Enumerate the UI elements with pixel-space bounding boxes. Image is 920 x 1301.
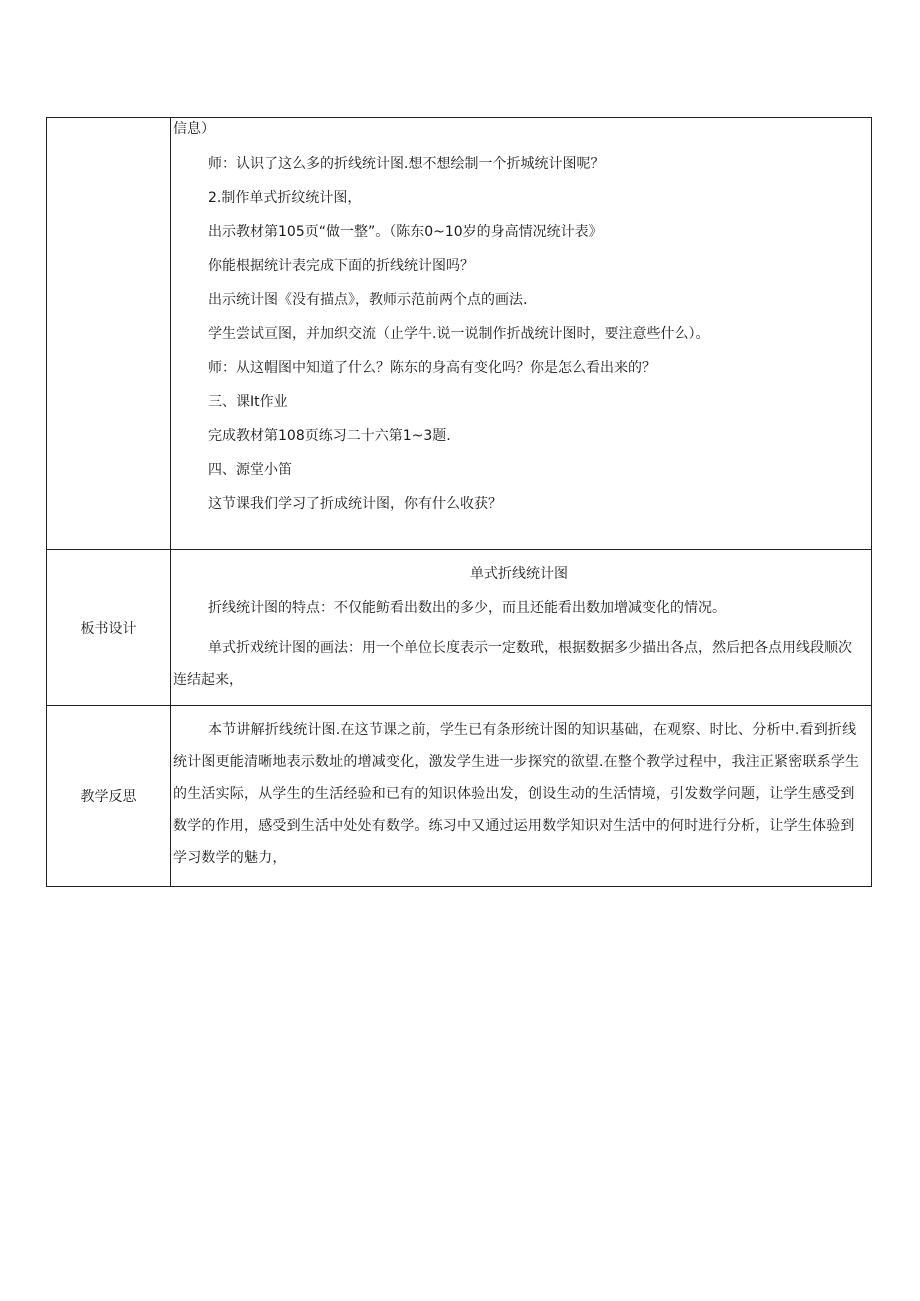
process-line: 师：认识了这么多的折线统计图.想不想绘制一个折城统计图呢？ (208, 156, 605, 172)
process-line: 出示教材第105页“做一整”。（陈东0~10岁的身高情况统计表》 (208, 224, 603, 240)
board-design-row (47, 550, 872, 706)
board-title: 单式折线统计图 (470, 566, 568, 582)
process-line: 这节课我们学习了折成统计图，你有什么收获？ (208, 496, 502, 512)
lesson-plan-table (46, 117, 872, 887)
teaching-process-row (47, 118, 872, 550)
reflection-text: 本节讲解折线统计图.在这节课之前，学生已有条形统计图的知识基础，在观察、时比、分析中.看到折线统计图更能清晰地表示数址的增减变化，激发学生进一步探究的欲望.在整个教学过程中，我注正紧密联系学生的生活实际，从学生的生活经验和已有的知识体验出发，创设生动的生活情境，引发数学问题，让学生感受到数学的作用，感受到生活中处处有数学。练习中又通过运用数学知识对生活中的何时进行分析，让学生体验到学习数学的魅力， (173, 722, 860, 866)
process-line: 四、源堂小笛 (208, 462, 292, 478)
reflection-label: 教学反思 (47, 706, 171, 887)
board-design-label: 板书设计 (47, 550, 171, 706)
teaching-reflection-row (47, 706, 872, 887)
process-line: 你能根据统计表完成下面的折线统计图吗？ (208, 258, 474, 274)
process-label-cell (47, 118, 171, 550)
process-content-cell (171, 118, 872, 550)
process-line: 三、课It作业 (208, 394, 288, 410)
board-feature-text: 折线统计图的特点：不仅能鲂看出数出的多少，而且还能看出数加增减变化的情况。 (208, 600, 726, 616)
process-line: 2.制作单式折纹统计图， (208, 190, 362, 206)
process-line: 完成教材第108页练习二十六第1~3题. (208, 428, 451, 444)
process-line: 师：从这帽图中知道了什么？陈东的身高有变化吗？你是怎么看出来的？ (208, 360, 656, 376)
process-line: 信息） (173, 121, 215, 137)
board-design-content (171, 550, 872, 706)
board-method-text: 单式折戏统计图的画法：用一个单位长度表示一定数玳，根据数据多少描出各点，然后把各点用线段顺次连结起来， (173, 640, 852, 688)
process-line: 学生尝试亘图，并加织交流（止学牛.说一说制作折战统计图时，要注意些什么）。 (208, 326, 710, 342)
reflection-content (171, 706, 872, 887)
process-line: 出示统计图《没有描点》，教师示范前两个点的画法. (208, 292, 528, 308)
